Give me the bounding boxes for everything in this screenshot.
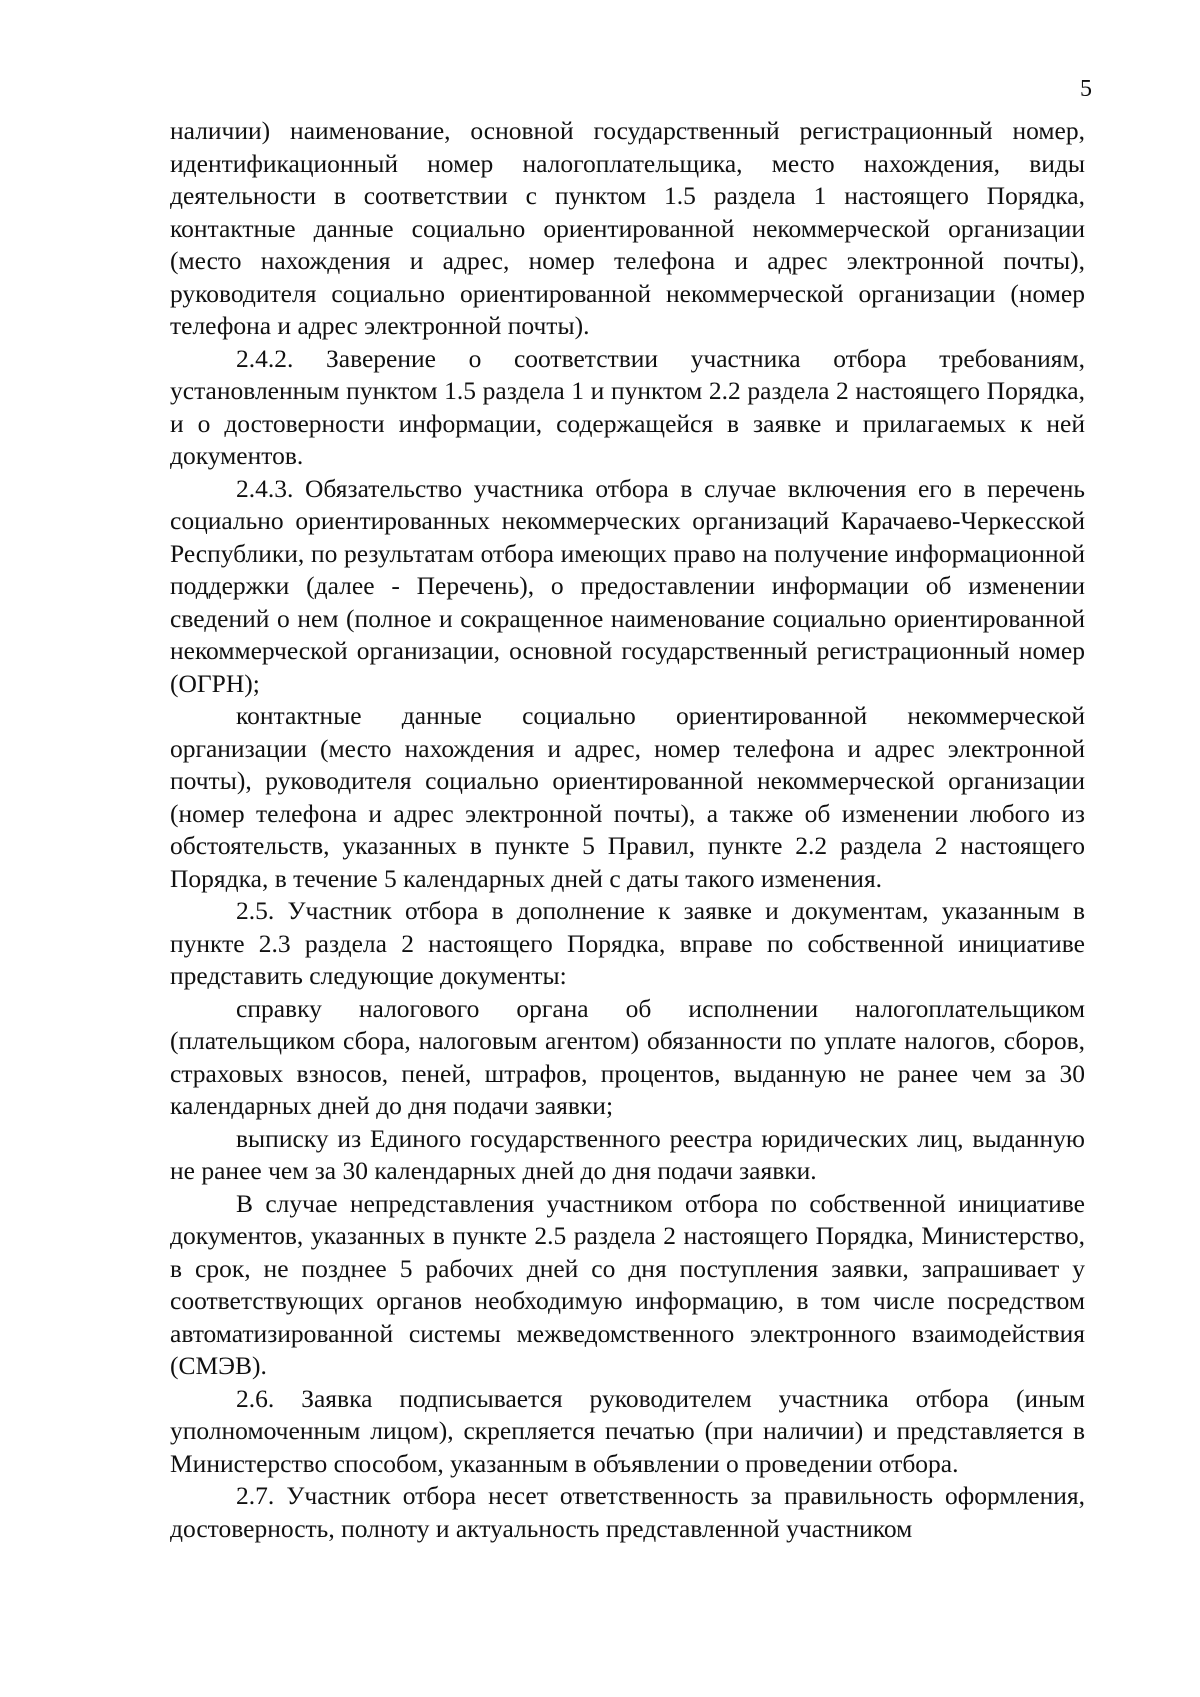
- paragraph-2-4-3: 2.4.3. Обязательство участника отбора в случае включения его в перечень социально ориентированных некоммерческих организаций Карачаево-Черкесской Республики, по результатам отбора имеющих право на получение информационной поддержки (далее - Перечень), о предоставлении информации об изменении сведений о нем (полное и сокращенное наименование социально ориентированной некоммерческой организации, основной государственный регистрационный номер (ОГРН);: [170, 473, 1085, 698]
- paragraph-contact-data: контактные данные социально ориентированной некоммерческой организации (место нахождения и адрес, номер телефона и адрес электронной почты), руководителя социально ориентированной некоммерческой организации (номер телефона и адрес электронной почты), а также об изменении любого из обстоятельств, указанных в пункте 5 Правил, пункте 2.2 раздела 2 настоящего Порядка, в течение 5 календарных дней с даты такого изменения.: [170, 701, 1085, 893]
- paragraph-continuation: наличии) наименование, основной государственный регистрационный номер, идентификационный номер налогоплательщика, место нахождения, виды деятельности в соответствии с пунктом 1.5 раздела 1 настоящего Порядка, контактные данные социально ориентированной некоммерческой организации (место нахождения и адрес, номер телефона и адрес электронной почты), руководителя социально ориентированной некоммерческой организации (номер телефона и адрес электронной почты).: [170, 116, 1085, 340]
- paragraph-2-4-2: 2.4.2. Заверение о соответствии участника отбора требованиям, установленным пунктом 1.5 раздела 1 и пунктом 2.2 раздела 2 настоящего Порядка, и о достоверности информации, содержащейся в заявке и прилагаемых к ней документов.: [170, 343, 1085, 470]
- document-body: [170, 115, 1085, 1545]
- paragraph-2-7: 2.7. Участник отбора несет ответственность за правильность оформления, достоверность, полноту и актуальность представленной участником: [170, 1481, 1085, 1543]
- paragraph-non-submission: В случае непредставления участником отбора по собственной инициативе документов, указанных в пункте 2.5 раздела 2 настоящего Порядка, Министерство, в срок, не позднее 5 рабочих дней со дня поступления заявки, запрашивает у соответствующих органов необходимую информацию, в том числе посредством автоматизированной системы межведомственного электронного взаимодействия (СМЭВ).: [170, 1188, 1085, 1380]
- paragraph-tax-certificate: справку налогового органа об исполнении налогоплательщиком (плательщиком сбора, налоговым агентом) обязанности по уплате налогов, сборов, страховых взносов, пеней, штрафов, процентов, выданную не ранее чем за 30 календарных дней до дня подачи заявки;: [170, 993, 1085, 1120]
- paragraph-2-5: 2.5. Участник отбора в дополнение к заявке и документам, указанным в пункте 2.3 раздела 2 настоящего Порядка, вправе по собственной инициативе представить следующие документы:: [170, 896, 1085, 990]
- paragraph-registry-extract: выписку из Единого государственного реестра юридических лиц, выданную не ранее чем за 30 календарных дней до дня подачи заявки.: [170, 1123, 1085, 1185]
- paragraph-2-6: 2.6. Заявка подписывается руководителем участника отбора (иным уполномоченным лицом), скрепляется печатью (при наличии) и представляется в Министерство способом, указанным в объявлении о проведении отбора.: [170, 1383, 1085, 1478]
- page-number: 5: [1080, 76, 1092, 102]
